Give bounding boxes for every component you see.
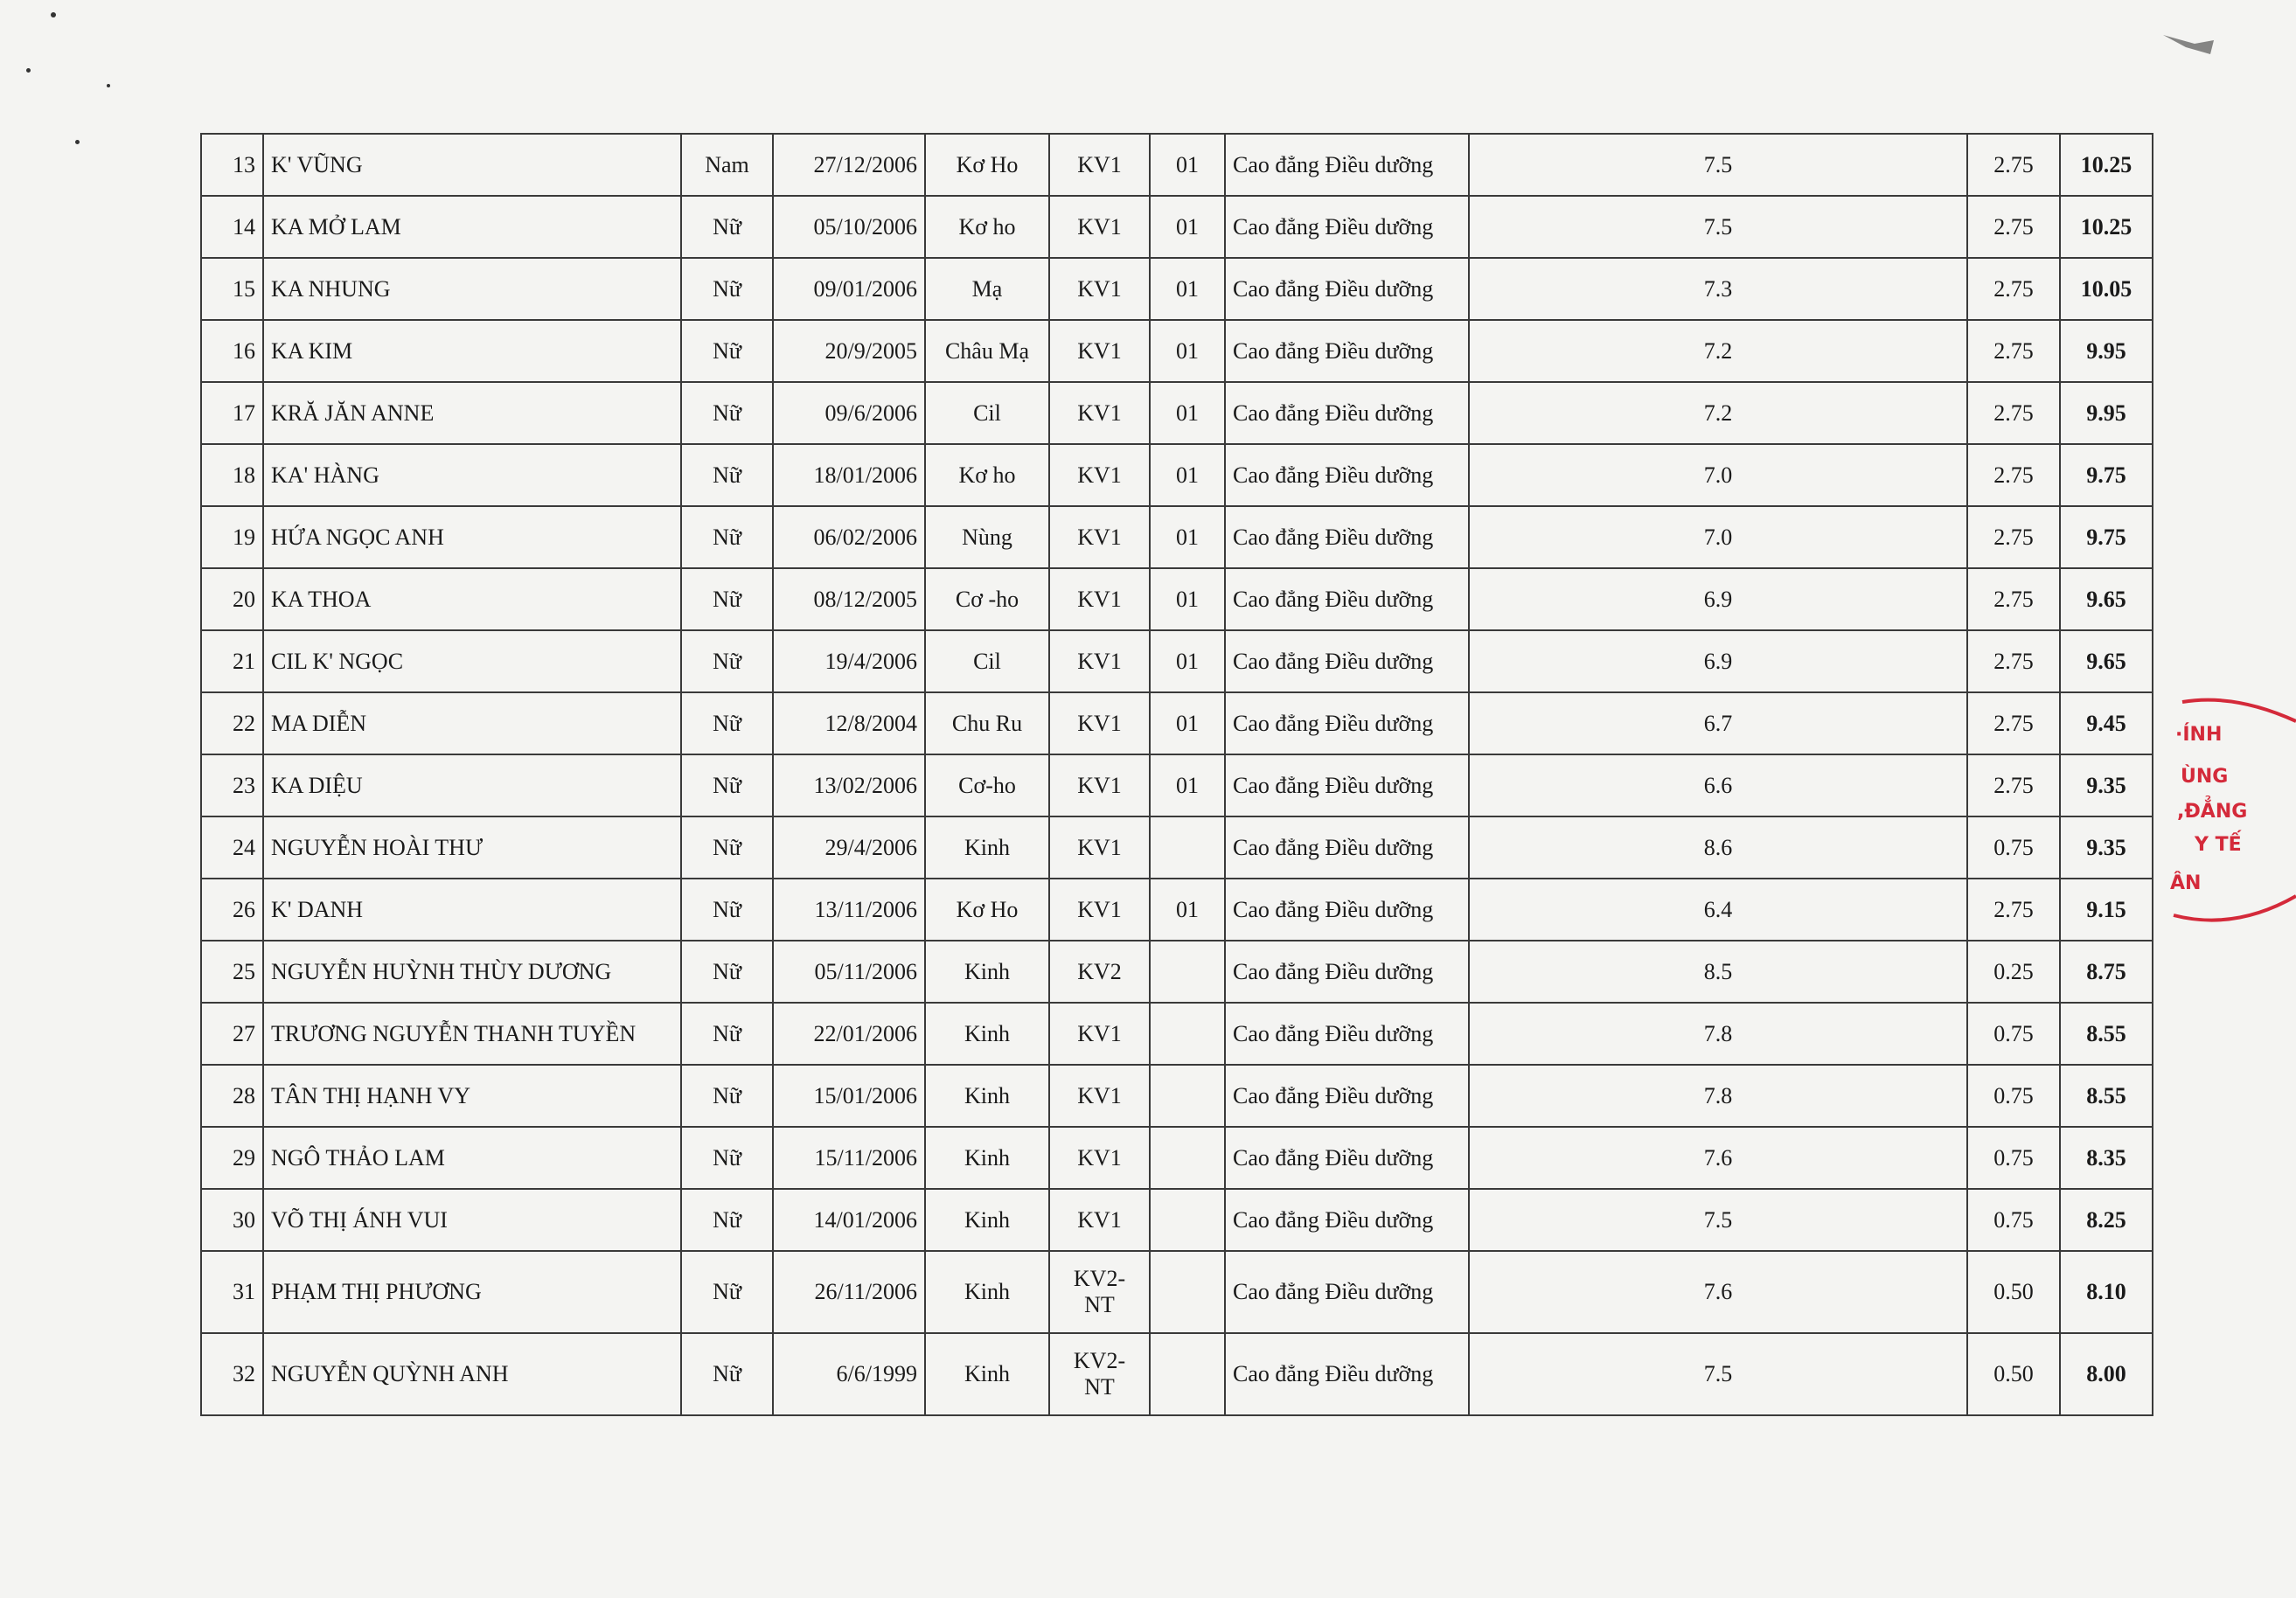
row-number: 15 [201,258,263,320]
scan-mark [2160,24,2221,59]
table-row [201,1333,2153,1415]
area-cell: KV1 [1049,506,1150,568]
table-row [201,1189,2153,1251]
row-number: 18 [201,444,263,506]
row-number: 19 [201,506,263,568]
gender-cell: Nữ [681,692,773,754]
priority-cell: 01 [1150,879,1225,941]
total-score-cell: 9.35 [2060,754,2153,816]
table-row [201,630,2153,692]
bonus-points-cell: 0.75 [1967,1189,2060,1251]
priority-cell: 01 [1150,258,1225,320]
major-cell: Cao đẳng Điều dưỡng [1225,382,1469,444]
gender-cell: Nữ [681,1189,773,1251]
ethnicity-cell: Kơ Ho [925,879,1049,941]
applicant-table [200,133,2153,1416]
priority-cell [1150,941,1225,1003]
row-number: 22 [201,692,263,754]
total-score-cell: 8.25 [2060,1189,2153,1251]
table-row [201,568,2153,630]
priority-cell [1150,1003,1225,1065]
table-row [201,382,2153,444]
applicant-name: NGUYỄN QUỲNH ANH [263,1333,681,1415]
row-number: 24 [201,816,263,879]
birth-date-cell: 13/11/2006 [773,879,925,941]
score-cell: 8.5 [1469,941,1967,1003]
area-cell: KV2 [1049,941,1150,1003]
priority-cell: 01 [1150,754,1225,816]
priority-cell [1150,1189,1225,1251]
ethnicity-cell: Nùng [925,506,1049,568]
area-cell: KV1 [1049,816,1150,879]
area-cell: KV1 [1049,1003,1150,1065]
applicant-name: KA MỞ LAM [263,196,681,258]
table-row [201,1251,2153,1333]
applicant-name: KA DIỆU [263,754,681,816]
svg-text:ÂN: ÂN [2170,872,2202,894]
total-score-cell: 8.55 [2060,1003,2153,1065]
gender-cell: Nữ [681,568,773,630]
total-score-cell: 9.65 [2060,568,2153,630]
priority-cell: 01 [1150,444,1225,506]
applicant-name: KA THOA [263,568,681,630]
birth-date-cell: 08/12/2005 [773,568,925,630]
total-score-cell: 8.55 [2060,1065,2153,1127]
applicant-name: CIL K' NGỌC [263,630,681,692]
ethnicity-cell: Kinh [925,941,1049,1003]
birth-date-cell: 26/11/2006 [773,1251,925,1333]
score-cell: 7.3 [1469,258,1967,320]
applicant-name: KA NHUNG [263,258,681,320]
row-number: 16 [201,320,263,382]
applicant-name: TRƯƠNG NGUYỄN THANH TUYỀN [263,1003,681,1065]
row-number: 29 [201,1127,263,1189]
table-row [201,754,2153,816]
table-row [201,1127,2153,1189]
table-row [201,1065,2153,1127]
major-cell: Cao đẳng Điều dưỡng [1225,134,1469,196]
total-score-cell: 9.45 [2060,692,2153,754]
ethnicity-cell: Kinh [925,1127,1049,1189]
total-score-cell: 9.15 [2060,879,2153,941]
score-cell: 7.8 [1469,1003,1967,1065]
bonus-points-cell: 2.75 [1967,630,2060,692]
table-row [201,879,2153,941]
area-cell: KV1 [1049,258,1150,320]
svg-text:,ĐẲNG: ,ĐẲNG [2177,801,2248,823]
bonus-points-cell: 0.75 [1967,1065,2060,1127]
total-score-cell: 9.75 [2060,444,2153,506]
ethnicity-cell: Cil [925,630,1049,692]
major-cell: Cao đẳng Điều dưỡng [1225,941,1469,1003]
gender-cell: Nữ [681,816,773,879]
ethnicity-cell: Kơ Ho [925,134,1049,196]
row-number: 27 [201,1003,263,1065]
total-score-cell: 10.05 [2060,258,2153,320]
major-cell: Cao đẳng Điều dưỡng [1225,1333,1469,1415]
table-row [201,1003,2153,1065]
svg-text:ÙNG: ÙNG [2181,766,2229,788]
total-score-cell: 9.95 [2060,382,2153,444]
major-cell: Cao đẳng Điều dưỡng [1225,692,1469,754]
birth-date-cell: 19/4/2006 [773,630,925,692]
bonus-points-cell: 2.75 [1967,320,2060,382]
table-row [201,134,2153,196]
applicant-name: PHẠM THỊ PHƯƠNG [263,1251,681,1333]
priority-cell [1150,1127,1225,1189]
table-row [201,941,2153,1003]
total-score-cell: 10.25 [2060,196,2153,258]
bonus-points-cell: 0.75 [1967,1003,2060,1065]
applicant-name: NGUYỄN HUỲNH THÙY DƯƠNG [263,941,681,1003]
score-cell: 7.0 [1469,506,1967,568]
total-score-cell: 8.75 [2060,941,2153,1003]
ethnicity-cell: Châu Mạ [925,320,1049,382]
major-cell: Cao đẳng Điều dưỡng [1225,258,1469,320]
bonus-points-cell: 2.75 [1967,568,2060,630]
area-cell: KV1 [1049,196,1150,258]
applicant-name: KA' HÀNG [263,444,681,506]
applicant-name: KRĂ JĂN ANNE [263,382,681,444]
major-cell: Cao đẳng Điều dưỡng [1225,754,1469,816]
score-cell: 7.6 [1469,1127,1967,1189]
area-cell: KV1 [1049,692,1150,754]
major-cell: Cao đẳng Điều dưỡng [1225,879,1469,941]
priority-cell [1150,1065,1225,1127]
priority-cell: 01 [1150,630,1225,692]
total-score-cell: 9.95 [2060,320,2153,382]
ethnicity-cell: Mạ [925,258,1049,320]
table-row [201,506,2153,568]
svg-text:·ÍNH: ·ÍNH [2175,724,2223,746]
gender-cell: Nữ [681,879,773,941]
area-cell: KV1 [1049,134,1150,196]
gender-cell: Nữ [681,1003,773,1065]
bonus-points-cell: 2.75 [1967,196,2060,258]
applicant-name: MA DIỄN [263,692,681,754]
major-cell: Cao đẳng Điều dưỡng [1225,1003,1469,1065]
major-cell: Cao đẳng Điều dưỡng [1225,1251,1469,1333]
row-number: 25 [201,941,263,1003]
applicant-name: HỨA NGỌC ANH [263,506,681,568]
major-cell: Cao đẳng Điều dưỡng [1225,506,1469,568]
priority-cell: 01 [1150,692,1225,754]
birth-date-cell: 09/01/2006 [773,258,925,320]
major-cell: Cao đẳng Điều dưỡng [1225,1189,1469,1251]
row-number: 21 [201,630,263,692]
ethnicity-cell: Kinh [925,1003,1049,1065]
table-row [201,320,2153,382]
gender-cell: Nữ [681,630,773,692]
row-number: 28 [201,1065,263,1127]
bonus-points-cell: 0.50 [1967,1251,2060,1333]
total-score-cell: 9.35 [2060,816,2153,879]
gender-cell: Nữ [681,1333,773,1415]
birth-date-cell: 6/6/1999 [773,1333,925,1415]
bonus-points-cell: 2.75 [1967,506,2060,568]
bonus-points-cell: 2.75 [1967,258,2060,320]
score-cell: 7.5 [1469,134,1967,196]
ethnicity-cell: Kơ ho [925,444,1049,506]
row-number: 26 [201,879,263,941]
row-number: 17 [201,382,263,444]
applicant-name: NGÔ THẢO LAM [263,1127,681,1189]
priority-cell: 01 [1150,196,1225,258]
major-cell: Cao đẳng Điều dưỡng [1225,816,1469,879]
birth-date-cell: 27/12/2006 [773,134,925,196]
ethnicity-cell: Kinh [925,1333,1049,1415]
bonus-points-cell: 2.75 [1967,134,2060,196]
row-number: 30 [201,1189,263,1251]
row-number: 23 [201,754,263,816]
gender-cell: Nữ [681,941,773,1003]
ethnicity-cell: Chu Ru [925,692,1049,754]
bonus-points-cell: 2.75 [1967,444,2060,506]
applicant-name: K' DANH [263,879,681,941]
score-cell: 8.6 [1469,816,1967,879]
bonus-points-cell: 0.25 [1967,941,2060,1003]
area-cell: KV2- NT [1049,1251,1150,1333]
table-row [201,816,2153,879]
ethnicity-cell: Kinh [925,816,1049,879]
total-score-cell: 8.10 [2060,1251,2153,1333]
total-score-cell: 8.35 [2060,1127,2153,1189]
bonus-points-cell: 0.75 [1967,1127,2060,1189]
area-cell: KV1 [1049,879,1150,941]
row-number: 13 [201,134,263,196]
birth-date-cell: 15/11/2006 [773,1127,925,1189]
gender-cell: Nữ [681,258,773,320]
priority-cell: 01 [1150,134,1225,196]
total-score-cell: 9.75 [2060,506,2153,568]
bonus-points-cell: 2.75 [1967,692,2060,754]
gender-cell: Nữ [681,1127,773,1189]
birth-date-cell: 29/4/2006 [773,816,925,879]
major-cell: Cao đẳng Điều dưỡng [1225,568,1469,630]
total-score-cell: 9.65 [2060,630,2153,692]
score-cell: 7.6 [1469,1251,1967,1333]
applicant-name: K' VŨNG [263,134,681,196]
score-cell: 7.2 [1469,382,1967,444]
gender-cell: Nam [681,134,773,196]
ethnicity-cell: Kinh [925,1065,1049,1127]
gender-cell: Nữ [681,1251,773,1333]
applicant-name: KA KIM [263,320,681,382]
priority-cell: 01 [1150,506,1225,568]
area-cell: KV1 [1049,320,1150,382]
bonus-points-cell: 0.50 [1967,1333,2060,1415]
svg-text:Y TẾ: Y TẾ [2195,834,2242,856]
birth-date-cell: 09/6/2006 [773,382,925,444]
birth-date-cell: 05/10/2006 [773,196,925,258]
area-cell: KV1 [1049,1127,1150,1189]
area-cell: KV1 [1049,754,1150,816]
major-cell: Cao đẳng Điều dưỡng [1225,196,1469,258]
ethnicity-cell: Cơ-ho [925,754,1049,816]
row-number: 31 [201,1251,263,1333]
priority-cell [1150,1251,1225,1333]
bonus-points-cell: 0.75 [1967,816,2060,879]
birth-date-cell: 05/11/2006 [773,941,925,1003]
score-cell: 7.5 [1469,196,1967,258]
ethnicity-cell: Kinh [925,1189,1049,1251]
scan-speck [26,68,31,73]
table-row [201,444,2153,506]
birth-date-cell: 20/9/2005 [773,320,925,382]
score-cell: 7.2 [1469,320,1967,382]
row-number: 14 [201,196,263,258]
ethnicity-cell: Cil [925,382,1049,444]
table-row [201,196,2153,258]
priority-cell: 01 [1150,568,1225,630]
priority-cell [1150,816,1225,879]
table-row [201,258,2153,320]
birth-date-cell: 13/02/2006 [773,754,925,816]
gender-cell: Nữ [681,196,773,258]
major-cell: Cao đẳng Điều dưỡng [1225,1065,1469,1127]
major-cell: Cao đẳng Điều dưỡng [1225,444,1469,506]
area-cell: KV1 [1049,1065,1150,1127]
birth-date-cell: 14/01/2006 [773,1189,925,1251]
scan-speck [51,12,56,17]
gender-cell: Nữ [681,506,773,568]
priority-cell: 01 [1150,382,1225,444]
gender-cell: Nữ [681,382,773,444]
ethnicity-cell: Kinh [925,1251,1049,1333]
area-cell: KV1 [1049,1189,1150,1251]
birth-date-cell: 15/01/2006 [773,1065,925,1127]
area-cell: KV1 [1049,382,1150,444]
score-cell: 6.6 [1469,754,1967,816]
score-cell: 7.8 [1469,1065,1967,1127]
applicant-name: VÕ THỊ ÁNH VUI [263,1189,681,1251]
gender-cell: Nữ [681,754,773,816]
area-cell: KV2- NT [1049,1333,1150,1415]
priority-cell: 01 [1150,320,1225,382]
score-cell: 7.0 [1469,444,1967,506]
score-cell: 7.5 [1469,1189,1967,1251]
birth-date-cell: 22/01/2006 [773,1003,925,1065]
area-cell: KV1 [1049,630,1150,692]
ethnicity-cell: Cơ -ho [925,568,1049,630]
applicant-rows [201,134,2153,1415]
stamp-icon [2165,686,2296,948]
area-cell: KV1 [1049,568,1150,630]
gender-cell: Nữ [681,1065,773,1127]
scan-speck [107,84,110,87]
bonus-points-cell: 2.75 [1967,382,2060,444]
birth-date-cell: 06/02/2006 [773,506,925,568]
bonus-points-cell: 2.75 [1967,879,2060,941]
score-cell: 6.4 [1469,879,1967,941]
birth-date-cell: 12/8/2004 [773,692,925,754]
row-number: 20 [201,568,263,630]
ethnicity-cell: Kơ ho [925,196,1049,258]
area-cell: KV1 [1049,444,1150,506]
table-row [201,692,2153,754]
applicant-name: TÂN THỊ HẠNH VY [263,1065,681,1127]
priority-cell [1150,1333,1225,1415]
total-score-cell: 10.25 [2060,134,2153,196]
gender-cell: Nữ [681,320,773,382]
score-cell: 6.9 [1469,630,1967,692]
major-cell: Cao đẳng Điều dưỡng [1225,630,1469,692]
scan-speck [75,140,80,144]
row-number: 32 [201,1333,263,1415]
gender-cell: Nữ [681,444,773,506]
major-cell: Cao đẳng Điều dưỡng [1225,1127,1469,1189]
score-cell: 6.9 [1469,568,1967,630]
bonus-points-cell: 2.75 [1967,754,2060,816]
score-cell: 6.7 [1469,692,1967,754]
total-score-cell: 8.00 [2060,1333,2153,1415]
birth-date-cell: 18/01/2006 [773,444,925,506]
major-cell: Cao đẳng Điều dưỡng [1225,320,1469,382]
score-cell: 7.5 [1469,1333,1967,1415]
applicant-name: NGUYỄN HOÀI THƯ [263,816,681,879]
